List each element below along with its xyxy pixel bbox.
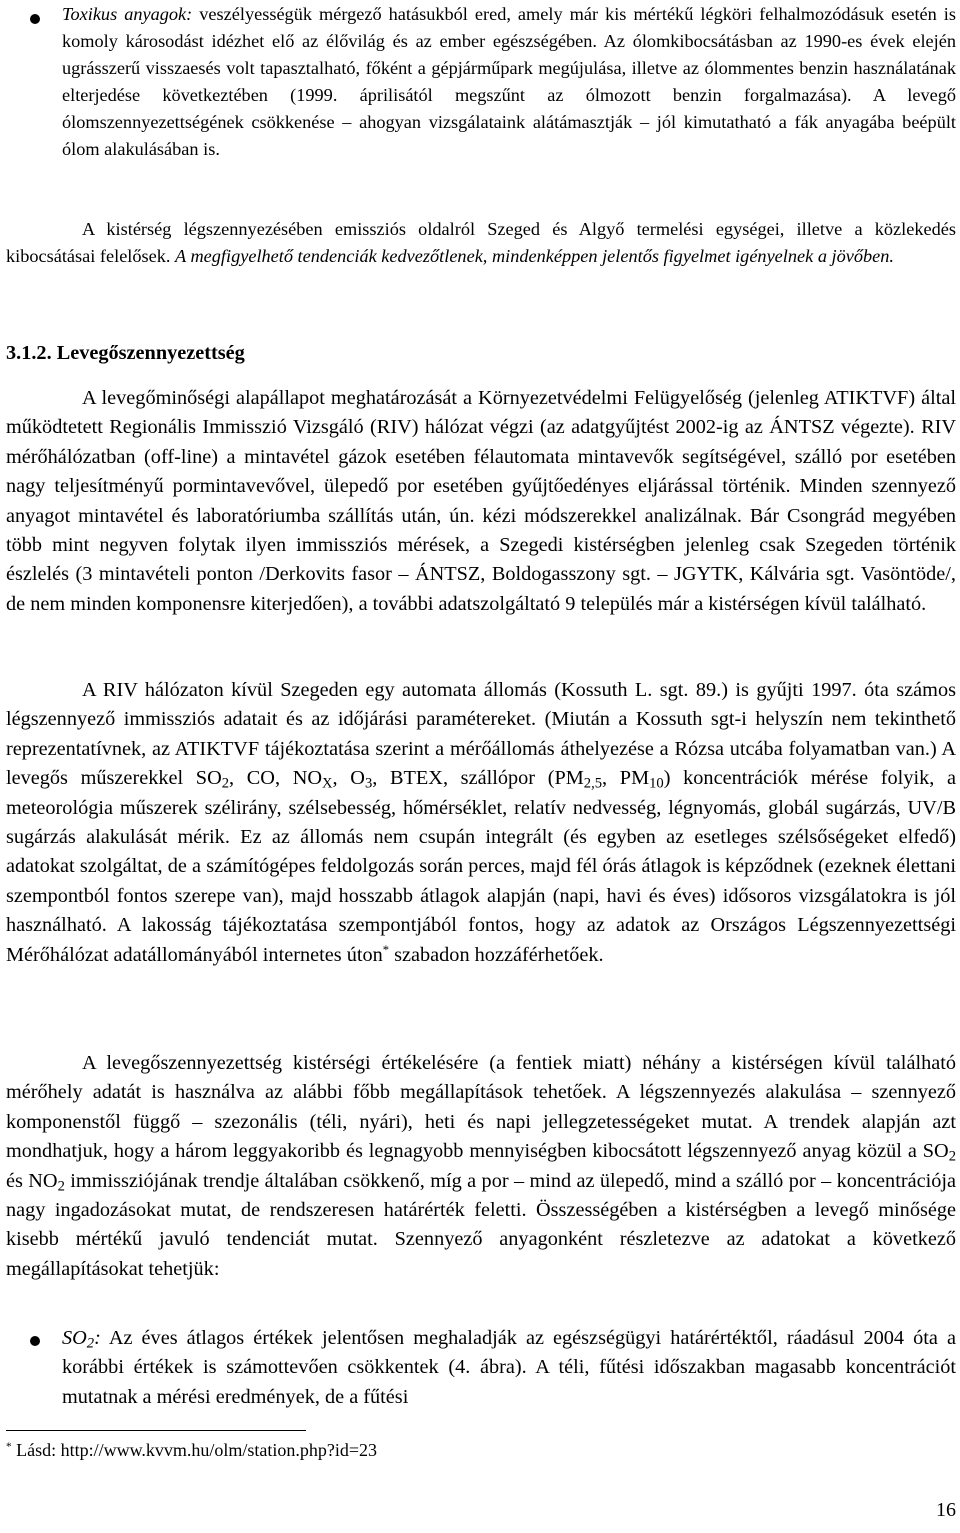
footnote-text: Lásd: http://www.kvvm.hu/olm/station.php?id=23 [11, 1440, 378, 1460]
page-number: 16 [936, 1499, 956, 1521]
bullet-term: $SO_2$: [62, 1327, 101, 1352]
paragraph-riv-network: A levegőminőségi alapállapot meghatározását a Környezetvédelmi Felügyelőség (jelenleg ATIKTVF) által működtetett Regionális Immisszió Vizsgáló (RIV) hálózat végzi (az adatgyűjtést 2002-ig az ÁNTSZ végezte). RIV mérőhálózatban (off-line) a mintavétel gázok esetében félautomata mintavevők segítségével, szálló por esetében nagy teljesítményű pormintavevővel, ülepedő por esetében gyűjtőedényes eljárással történik. Minden szennyező anyagot mintavétel és laboratóriumba szállítás után, ún. kézi módszerekkel analizálnak. Bár Csongrád megyében több mint negyven folytak ilyen immissziós mérések, a Szegedi kistérségben jelenleg csak Szegeden történik észlelés (3 mintavételi ponton /Derkovits fasor – ÁNTSZ, Boldogasszony sgt. – JGYTK, Kálvária sgt. Vasöntöde/, de nem minden komponensre kiterjedően), a további adatszolgáltató 9 település már a kistérségen kívül található. [6, 387, 956, 615]
paragraph-emphasis: A megfigyelhető tendenciák kedvezőtlenek, mindenképpen jelentős figyelmet igényelnek a jövőben. [175, 246, 894, 266]
bullet-toxic-substances [62, 1, 956, 163]
paragraph-evaluation: A levegőszennyezettség kistérségi értékelésére (a fentiek miatt) néhány a kistérségen kívül található mérőhely adatát is használva az alábbi főbb megállapítások tehetőek. A légszennyezés alakulása – szennyező komponenstől függő – szezonális (téli, nyári), heti és napi jellegzetességeket mutat. A trendek alapján azt mondhatjuk, hogy a három leggyakoribb és legnagyobb mennyiségben kibocsátott légszennyező anyag közül a $SO_2$ és $NO_2$ immissziójának trendje általában csökkenő, míg a por – mind az ülepedő, mind a szálló por – koncentrációja nagy ingadozásokat mutat, de rendszeresen határérték feletti. Összességében a kistérségben a levegő minősége kisebb mértékű javuló tendenciát mutat. Szennyező anyagonként részletezve az adatokat a következő megállapításokat tehetjük: [6, 1052, 956, 1280]
section-heading: 3.1.2. Levegőszennyezettség [6, 342, 245, 364]
bullet-term: Toxikus anyagok: [62, 4, 193, 24]
footnote: * Lásd: http://www.kvvm.hu/olm/station.php?id=23 [6, 1440, 378, 1460]
bullet-text: veszélyességük mérgező hatásukból ered, amely már kis mértékű légköri felhalmozódásuk esetén is komoly károsodást idézhet elő az élővilág és az ember egészségében. Az ólomkibocsátásban az 1990-es évek elején ugrásszerű visszaesés volt tapasztalható, főként a gépjárműpark megújulása, illetve az ólommentes benzin használatának elterjedése következtében (1999. áprilisától megszűnt az ólmozott benzin forgalmazása). A levegő ólomszennyezettségének csökkenése – ahogyan vizsgálataink alátámasztják – jól kimutatható a fák anyagába beépült ólom alakulásában is. [62, 4, 956, 159]
paragraph-regional-pollution [6, 216, 956, 270]
bullet-dot [30, 14, 40, 24]
bullet-dot [30, 1336, 40, 1346]
bullet-text: Az éves átlagos értékek jelentősen meghaladják az egészségügyi határértéktől, ráadásul 2004 óta a korábbi értékek is számottevően csökkentek (4. ábra). A téli, fűtési időszakban magasabb koncentrációt mutatnak a mérési eredmények, de a fűtési [62, 1327, 956, 1408]
paragraph-automatic-station: A RIV hálózaton kívül Szegeden egy automata állomás (Kossuth L. sgt. 89.) is gyűjti 1997. óta számos légszennyező immissziós adatait és az időjárási paramétereket. (Miután a Kossuth sgt-i helyszín nem tekinthető reprezentatívnek, az ATIKTVF tájékoztatása szerint a mérőállomás áthelyezése a Rózsa utcába folyamatban van.) A levegős műszerekkel $SO_2$, CO, $NO_X$, $O_3$, BTEX, szállópor ($PM_{2,5}$, $PM_{10}$) koncentrációk mérése folyik, a meteorológia műszerek szélirány, szélsebesség, hőmérséklet, relatív nedvesség, légnyomás, globál sugárzás, UV/B sugárzás alakulását mérik. Ez az állomás nem csupán integrált (és egyben az esetleges szélsőségeket elfedő) adatokat szolgáltat, de a számítógépes feldolgozás során perces, majd fél órás átlagok is képződnek (ezeknek élettani szempontból fontos szerepe van), majd hosszabb átlagok alapján (napi, havi és éves) idősoros vizsgálatokra is jól használható. A lakosság tájékoztatása szempontjából fontos, hogy az adatok az Országos Légszennyezettségi Mérőhálózat adatállományából internetes úton* szabadon hozzáférhetőek. [6, 679, 956, 966]
paragraph-text: A kistérség légszennyezésében emissziós oldalról Szeged és Algyő termelési egységei, illetve a közlekedés kibocsátásai felelősek. [6, 219, 956, 266]
footnote-rule [6, 1430, 306, 1431]
footnote-reference: * [382, 942, 390, 957]
bullet-so2 [62, 1324, 956, 1412]
